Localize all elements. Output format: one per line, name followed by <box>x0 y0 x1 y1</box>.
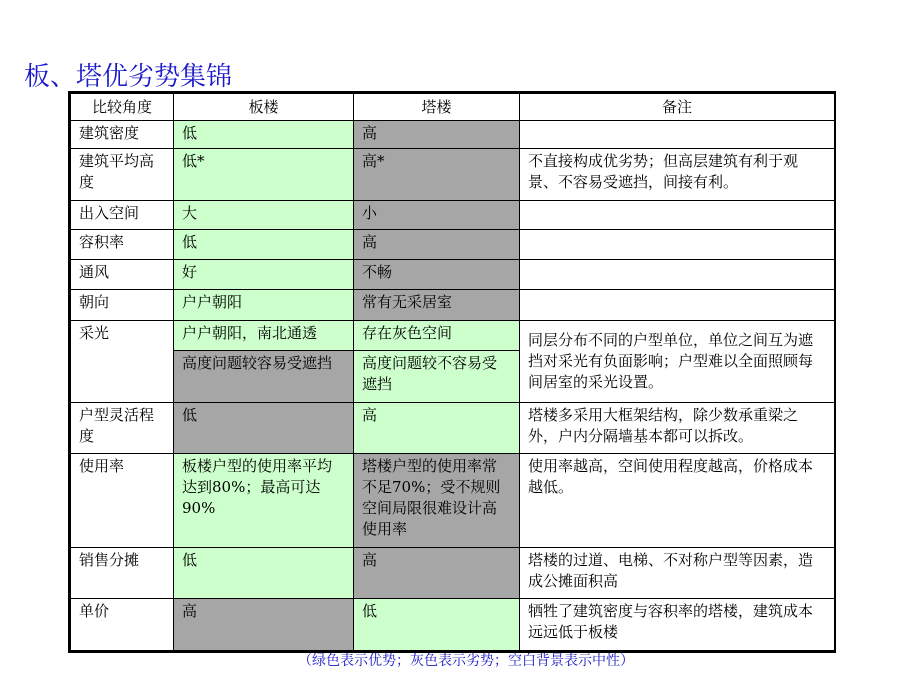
comparison-table <box>70 93 835 651</box>
tower-cell: 存在灰色空间 <box>354 321 520 351</box>
tower-cell: 高度问题较不容易受遮挡 <box>354 351 520 403</box>
header-row <box>71 94 835 121</box>
note-cell <box>520 230 835 260</box>
slab-cell: 户户朝阳 <box>174 290 354 321</box>
aspect-cell: 建筑密度 <box>71 121 174 149</box>
slab-cell: 低 <box>174 230 354 260</box>
tower-cell: 高 <box>354 121 520 149</box>
header-tower: 塔楼 <box>354 94 520 121</box>
tower-cell: 高* <box>354 149 520 201</box>
slab-cell: 低* <box>174 149 354 201</box>
legend-footnote-text: （绿色表示优势；灰色表示劣势；空白背景表示中性） <box>298 653 634 669</box>
table-row <box>71 260 835 290</box>
note-cell: 不直接构成优劣势；但高层建筑有利于观景、不容易受遮挡，间接有利。 <box>520 149 835 201</box>
slab-cell: 大 <box>174 201 354 230</box>
aspect-cell: 建筑平均高度 <box>71 149 174 201</box>
note-cell <box>520 121 835 149</box>
slab-cell: 高度问题较容易受遮挡 <box>174 351 354 403</box>
tower-cell: 小 <box>354 201 520 230</box>
table-row <box>71 290 835 321</box>
tower-cell: 塔楼户型的使用率常不足70%；受不规则空间局限很难设计高使用率 <box>354 454 520 548</box>
note-cell: 牺牲了建筑密度与容积率的塔楼，建筑成本远远低于板楼 <box>520 599 835 651</box>
tower-cell: 高 <box>354 548 520 599</box>
aspect-cell: 容积率 <box>71 230 174 260</box>
aspect-cell: 单价 <box>71 599 174 651</box>
tower-cell: 常有无采居室 <box>354 290 520 321</box>
header-slab: 板楼 <box>174 94 354 121</box>
table-row <box>71 230 835 260</box>
aspect-cell: 销售分摊 <box>71 548 174 599</box>
slab-cell: 户户朝阳，南北通透 <box>174 321 354 351</box>
table-row <box>71 201 835 230</box>
table-row <box>71 149 835 201</box>
note-cell <box>520 260 835 290</box>
aspect-cell: 使用率 <box>71 454 174 548</box>
note-cell: 同层分布不同的户型单位，单位之间互为遮挡对采光有负面影响；户型难以全面照顾每间居室的采光设置。 <box>520 321 835 403</box>
tower-cell: 低 <box>354 599 520 651</box>
slab-cell: 低 <box>174 121 354 149</box>
aspect-cell: 采光 <box>71 321 174 403</box>
note-cell: 塔楼多采用大框架结构，除少数承重梁之外，户内分隔墙基本都可以拆改。 <box>520 403 835 454</box>
slab-cell: 好 <box>174 260 354 290</box>
table-row <box>71 599 835 651</box>
aspect-cell: 朝向 <box>71 290 174 321</box>
note-cell: 塔楼的过道、电梯、不对称户型等因素，造成公摊面积高 <box>520 548 835 599</box>
page-title: 板、塔优劣势集锦 <box>24 62 233 92</box>
table-row <box>71 548 835 599</box>
table-row <box>71 403 835 454</box>
slab-cell: 低 <box>174 548 354 599</box>
aspect-cell: 出入空间 <box>71 201 174 230</box>
aspect-cell: 户型灵活程度 <box>71 403 174 454</box>
note-cell <box>520 290 835 321</box>
slab-cell: 板楼户型的使用率平均达到80%；最高可达90% <box>174 454 354 548</box>
table-row <box>71 121 835 149</box>
tower-cell: 高 <box>354 403 520 454</box>
note-cell: 使用率越高，空间使用程度越高，价格成本越低。 <box>520 454 835 548</box>
slab-cell: 高 <box>174 599 354 651</box>
tower-cell: 不畅 <box>354 260 520 290</box>
legend-footnote <box>0 650 900 670</box>
aspect-cell: 通风 <box>71 260 174 290</box>
slab-cell: 低 <box>174 403 354 454</box>
note-cell <box>520 201 835 230</box>
table-row <box>71 321 835 351</box>
header-note: 备注 <box>520 94 835 121</box>
header-aspect: 比较角度 <box>71 94 174 121</box>
tower-cell: 高 <box>354 230 520 260</box>
comparison-table-frame <box>68 91 836 653</box>
table-row <box>71 454 835 548</box>
